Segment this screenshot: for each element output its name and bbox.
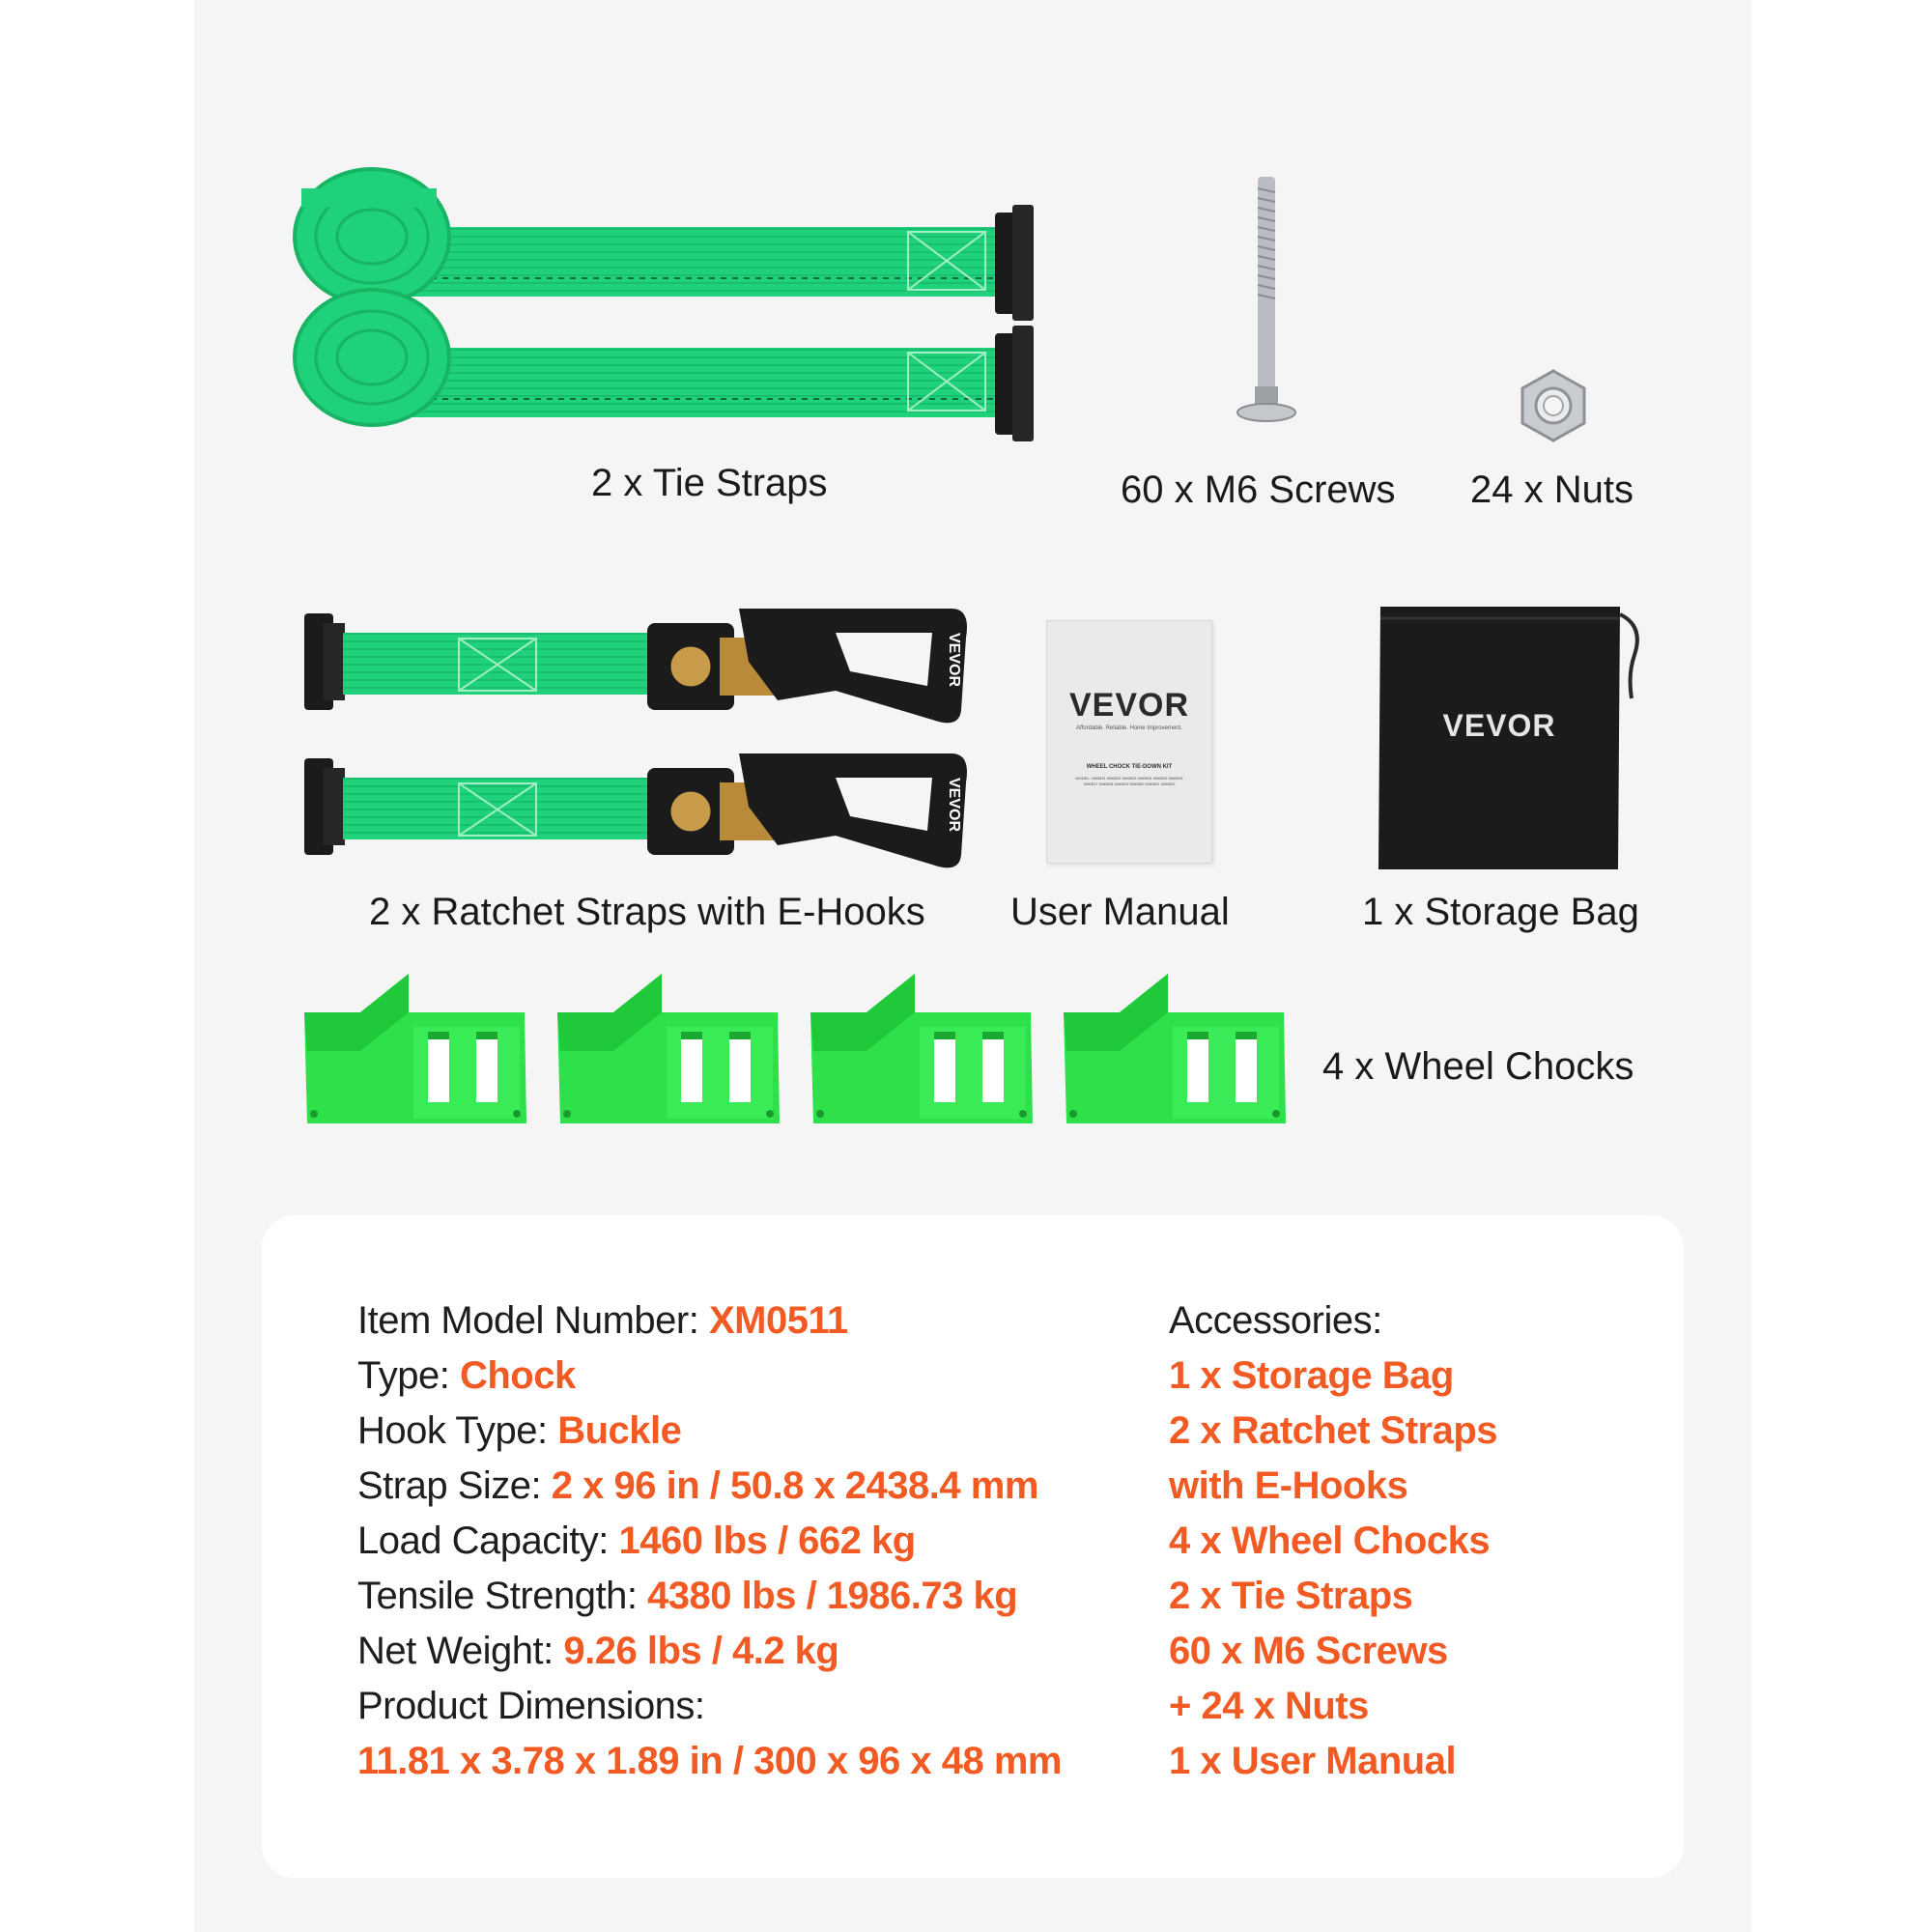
wheel-chocks-label: 4 x Wheel Chocks (1322, 1045, 1634, 1088)
screw-image (1227, 169, 1304, 440)
accessory-line: 1 x User Manual (1169, 1740, 1457, 1782)
spec-tensile-strength: Tensile Strength: 4380 lbs / 1986.73 kg (357, 1575, 1018, 1617)
manual-logo: VEVOR (1068, 687, 1190, 724)
spec-type: Type: Chock (357, 1354, 576, 1397)
storage-bag-label: 1 x Storage Bag (1362, 891, 1639, 933)
spec-net-weight: Net Weight: 9.26 lbs / 4.2 kg (357, 1630, 839, 1672)
manual-models-1: MODEL: XM0511 XM0512 XM0513 XM0514 XM0515 XM0516 (1075, 776, 1183, 781)
tie-strap-image (290, 135, 1121, 464)
accessory-line: with E-Hooks (1169, 1464, 1408, 1507)
tie-straps-label: 2 x Tie Straps (591, 462, 828, 504)
bag-logo: VEVOR (1442, 708, 1556, 743)
spec-model: Item Model Number: XM0511 (357, 1299, 848, 1342)
user-manual-image (1046, 620, 1212, 864)
accessory-line: 1 x Storage Bag (1169, 1354, 1454, 1397)
accessory-line: 2 x Ratchet Straps (1169, 1409, 1498, 1452)
screws-label: 60 x M6 Screws (1121, 469, 1396, 511)
accessories-title: Accessories: (1169, 1299, 1382, 1342)
wheel-chock-image (302, 974, 1293, 1128)
user-manual-label: User Manual (1010, 891, 1230, 933)
storage-bag-image (1378, 607, 1626, 869)
accessory-line: 60 x M6 Screws (1169, 1630, 1448, 1672)
spec-dimensions-key: Product Dimensions: (357, 1685, 705, 1727)
manual-models-2: XM0517 XM0518 XM0519 XM0520 XM0521 XM0522 (1083, 781, 1176, 786)
svg-text:VEVOR: VEVOR (946, 778, 962, 833)
ratchet-straps-label: 2 x Ratchet Straps with E-Hooks (369, 891, 925, 933)
spec-load-capacity: Load Capacity: 1460 lbs / 662 kg (357, 1520, 916, 1562)
ratchet-strap-image (295, 594, 971, 884)
accessory-line: + 24 x Nuts (1169, 1685, 1369, 1727)
nut-image (1515, 367, 1592, 444)
manual-subtitle: WHEEL CHOCK TIE-DOWN KIT (1086, 764, 1173, 770)
manual-tagline: Affordable. Reliable. Home Improvement. (1076, 725, 1182, 731)
accessory-line: 4 x Wheel Chocks (1169, 1520, 1491, 1562)
svg-text:VEVOR: VEVOR (946, 633, 962, 688)
nuts-label: 24 x Nuts (1470, 469, 1634, 511)
spec-strap-size: Strap Size: 2 x 96 in / 50.8 x 2438.4 mm (357, 1464, 1038, 1507)
spec-hook-type: Hook Type: Buckle (357, 1409, 682, 1452)
spec-dimensions-value: 11.81 x 3.78 x 1.89 in / 300 x 96 x 48 mm (357, 1740, 1062, 1782)
accessory-line: 2 x Tie Straps (1169, 1575, 1413, 1617)
